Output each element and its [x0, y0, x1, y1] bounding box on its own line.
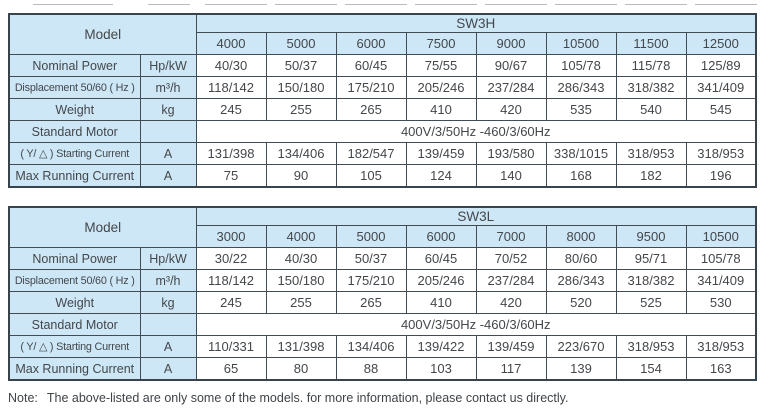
crop-artifact-segment	[275, 4, 337, 5]
unit-cell: A	[140, 143, 196, 165]
value-cell: 318/953	[686, 143, 756, 165]
model-size-header-cell: 11500	[616, 33, 686, 55]
row-label-cell: ( Y/ △ ) Starting Current	[9, 143, 140, 165]
crop-artifact-segment	[148, 4, 190, 5]
unit-cell: kg	[140, 99, 196, 121]
row-label-cell: ( Y/ △ ) Starting Current	[9, 336, 140, 358]
model-size-header-cell: 4000	[196, 33, 266, 55]
unit-cell: m³/h	[140, 270, 196, 292]
unit-cell: A	[140, 165, 196, 188]
series-header-cell: SW3L	[196, 207, 756, 226]
tables-container	[0, 13, 778, 381]
crop-artifact-segment	[415, 4, 477, 5]
value-cell: 265	[336, 99, 406, 121]
value-cell: 134/406	[266, 143, 336, 165]
value-cell: 115/78	[616, 55, 686, 77]
value-cell: 118/142	[196, 77, 266, 99]
value-cell: 60/45	[336, 55, 406, 77]
value-cell: 124	[406, 165, 476, 188]
value-cell: 103	[406, 358, 476, 381]
model-size-header-cell: 9000	[476, 33, 546, 55]
value-cell: 520	[546, 292, 616, 314]
value-cell: 175/210	[336, 270, 406, 292]
unit-cell: A	[140, 358, 196, 381]
unit-cell	[140, 121, 196, 143]
crop-artifact-segment	[555, 4, 617, 5]
model-header-cell: Model	[9, 207, 196, 248]
row-label-cell: Max Running Current	[9, 165, 140, 188]
model-size-header-cell: 10500	[686, 226, 756, 248]
value-cell: 265	[336, 292, 406, 314]
value-cell: 196	[686, 165, 756, 188]
value-cell: 70/52	[476, 248, 546, 270]
row-label-cell: Standard Motor	[9, 314, 140, 336]
value-cell: 420	[476, 99, 546, 121]
value-cell: 105/78	[686, 248, 756, 270]
value-cell: 60/45	[406, 248, 476, 270]
value-cell: 168	[546, 165, 616, 188]
note	[8, 391, 778, 405]
value-cell: 175/210	[336, 77, 406, 99]
value-cell: 90	[266, 165, 336, 188]
value-cell: 40/30	[196, 55, 266, 77]
value-cell: 545	[686, 99, 756, 121]
spec-table-sw3h	[8, 13, 757, 188]
spanned-value-cell: 400V/3/50Hz -460/3/60Hz	[196, 314, 756, 336]
value-cell: 193/580	[476, 143, 546, 165]
value-cell: 140	[476, 165, 546, 188]
model-size-header-cell: 10500	[546, 33, 616, 55]
row-label-cell: Max Running Current	[9, 358, 140, 381]
value-cell: 95/71	[616, 248, 686, 270]
value-cell: 535	[546, 99, 616, 121]
value-cell: 30/22	[196, 248, 266, 270]
value-cell: 50/37	[336, 248, 406, 270]
value-cell: 105	[336, 165, 406, 188]
model-size-header-cell: 6000	[336, 33, 406, 55]
row-label-cell: Nominal Power	[9, 55, 140, 77]
value-cell: 80	[266, 358, 336, 381]
value-cell: 318/382	[616, 270, 686, 292]
spanned-value-cell: 400V/3/50Hz -460/3/60Hz	[196, 121, 756, 143]
value-cell: 182/547	[336, 143, 406, 165]
value-cell: 163	[686, 358, 756, 381]
model-size-header-cell: 5000	[336, 226, 406, 248]
row-label-cell: Displacement 50/60 ( Hz )	[9, 77, 140, 99]
value-cell: 420	[476, 292, 546, 314]
value-cell: 40/30	[266, 248, 336, 270]
value-cell: 65	[196, 358, 266, 381]
row-label-cell: Nominal Power	[9, 248, 140, 270]
value-cell: 154	[616, 358, 686, 381]
spec-table-sw3l	[8, 206, 757, 381]
value-cell: 150/180	[266, 77, 336, 99]
value-cell: 318/953	[686, 336, 756, 358]
value-cell: 205/246	[406, 270, 476, 292]
value-cell: 318/382	[616, 77, 686, 99]
crop-artifact-segment	[695, 4, 757, 5]
value-cell: 75	[196, 165, 266, 188]
value-cell: 245	[196, 99, 266, 121]
value-cell: 131/398	[196, 143, 266, 165]
model-header-cell: Model	[9, 14, 196, 55]
model-size-header-cell: 4000	[266, 226, 336, 248]
crop-artifact-segment	[205, 4, 267, 5]
model-size-header-cell: 6000	[406, 226, 476, 248]
value-cell: 131/398	[266, 336, 336, 358]
value-cell: 134/406	[336, 336, 406, 358]
value-cell: 255	[266, 292, 336, 314]
model-size-header-cell: 9500	[616, 226, 686, 248]
crop-artifact-segment	[345, 4, 407, 5]
unit-cell: m³/h	[140, 77, 196, 99]
value-cell: 139/459	[476, 336, 546, 358]
value-cell: 410	[406, 99, 476, 121]
note-text: The above-listed are only some of the models. for more information, please contact us directly.	[46, 391, 569, 405]
note-prefix: Note:	[8, 391, 38, 405]
value-cell: 50/37	[266, 55, 336, 77]
row-label-cell: Weight	[9, 292, 140, 314]
model-size-header-cell: 7000	[476, 226, 546, 248]
value-cell: 245	[196, 292, 266, 314]
value-cell: 90/67	[476, 55, 546, 77]
value-cell: 341/409	[686, 270, 756, 292]
value-cell: 318/953	[616, 336, 686, 358]
value-cell: 205/246	[406, 77, 476, 99]
crop-artifact-segment	[33, 4, 113, 5]
model-size-header-cell: 8000	[546, 226, 616, 248]
row-label-cell: Weight	[9, 99, 140, 121]
crop-artifact-segment	[485, 4, 547, 5]
unit-cell: Hp/kW	[140, 55, 196, 77]
value-cell: 117	[476, 358, 546, 381]
value-cell: 255	[266, 99, 336, 121]
value-cell: 110/331	[196, 336, 266, 358]
model-size-header-cell: 12500	[686, 33, 756, 55]
model-size-header-cell: 7500	[406, 33, 476, 55]
series-header-cell: SW3H	[196, 14, 756, 33]
unit-cell: kg	[140, 292, 196, 314]
value-cell: 338/1015	[546, 143, 616, 165]
value-cell: 105/78	[546, 55, 616, 77]
value-cell: 125/89	[686, 55, 756, 77]
value-cell: 410	[406, 292, 476, 314]
value-cell: 525	[616, 292, 686, 314]
unit-cell: A	[140, 336, 196, 358]
value-cell: 139/422	[406, 336, 476, 358]
value-cell: 237/284	[476, 270, 546, 292]
value-cell: 139	[546, 358, 616, 381]
value-cell: 530	[686, 292, 756, 314]
value-cell: 286/343	[546, 77, 616, 99]
value-cell: 182	[616, 165, 686, 188]
value-cell: 80/60	[546, 248, 616, 270]
value-cell: 540	[616, 99, 686, 121]
value-cell: 286/343	[546, 270, 616, 292]
value-cell: 118/142	[196, 270, 266, 292]
value-cell: 318/953	[616, 143, 686, 165]
unit-cell	[140, 314, 196, 336]
row-label-cell: Standard Motor	[9, 121, 140, 143]
model-size-header-cell: 5000	[266, 33, 336, 55]
value-cell: 237/284	[476, 77, 546, 99]
row-label-cell: Displacement 50/60 ( Hz )	[9, 270, 140, 292]
value-cell: 139/459	[406, 143, 476, 165]
value-cell: 150/180	[266, 270, 336, 292]
value-cell: 223/670	[546, 336, 616, 358]
value-cell: 88	[336, 358, 406, 381]
value-cell: 75/55	[406, 55, 476, 77]
crop-artifact-segment	[625, 4, 687, 5]
value-cell: 341/409	[686, 77, 756, 99]
unit-cell: Hp/kW	[140, 248, 196, 270]
model-size-header-cell: 3000	[196, 226, 266, 248]
